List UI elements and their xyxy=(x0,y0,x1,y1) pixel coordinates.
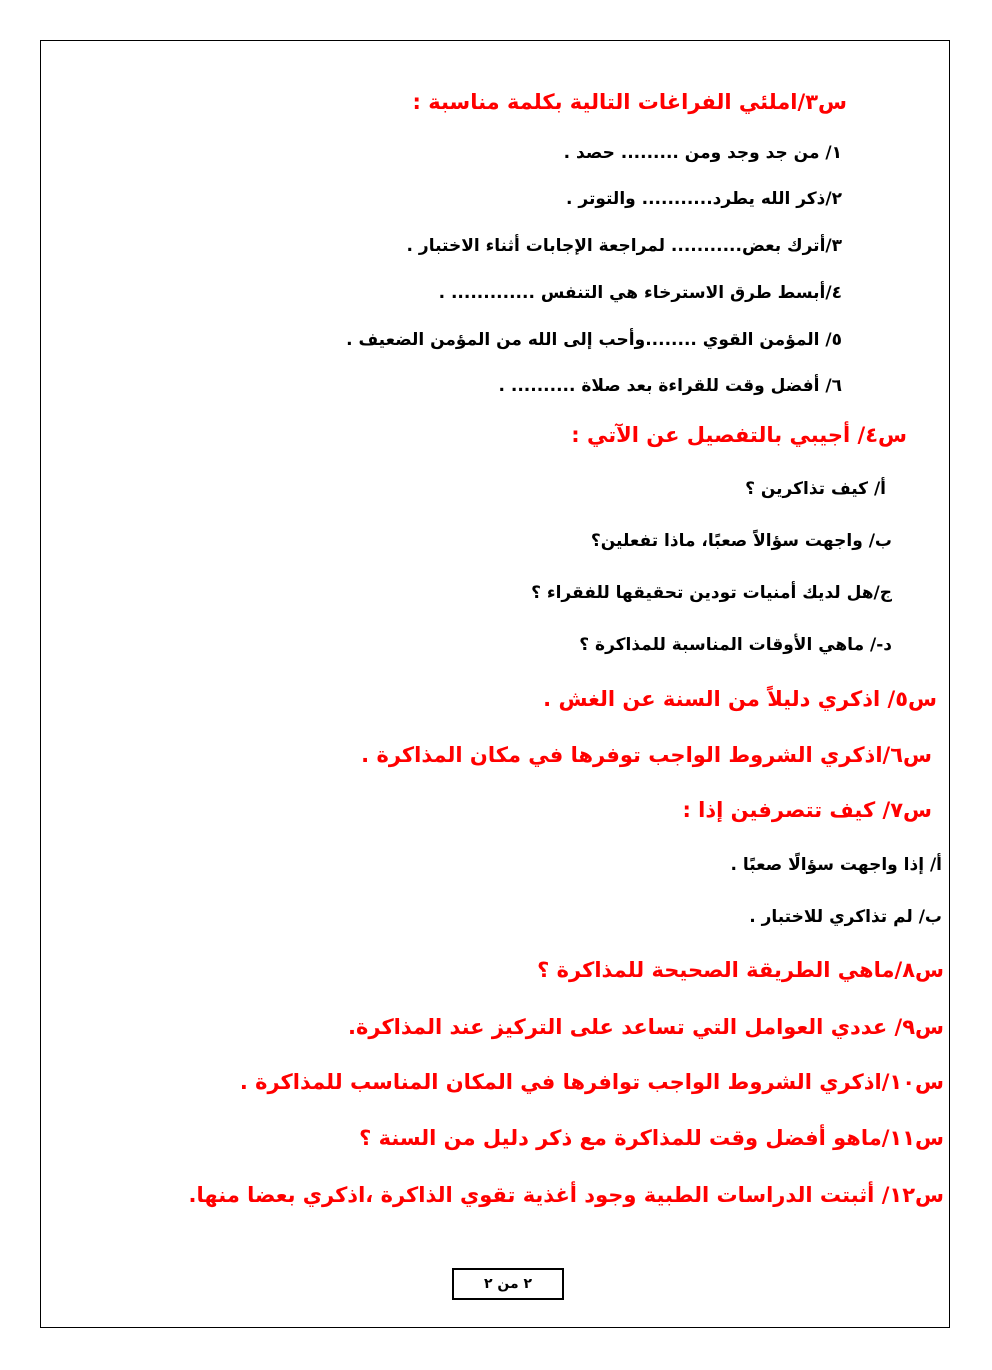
q3-item-3: ٣/أترك بعض........... لمراجعة الإجابات أثناء الاختبار . xyxy=(406,236,842,256)
q9-text: س٩/ عددي العوامل التي تساعد على التركيز عند المذاكرة. xyxy=(348,1015,944,1039)
q3-item-4: ٤/أبسط طرق الاسترخاء هي التنفس ............. . xyxy=(438,283,842,303)
q3-item-2: ٢/ذكر الله يطرد........... والتوتر . xyxy=(566,189,842,209)
q4-item-c: ج/هل لديك أمنيات تودين تحقيقها للفقراء ؟ xyxy=(531,583,892,603)
q3-title: س٣/املئي الفراغات التالية بكلمة مناسبة : xyxy=(412,90,847,114)
q5-text: س٥/ اذكري دليلاً من السنة عن الغش . xyxy=(543,687,937,711)
page-number-box xyxy=(452,1268,564,1300)
q10-text: س١٠/اذكري الشروط الواجب توافرها في المكان المناسب للمذاكرة . xyxy=(239,1070,944,1094)
page-number: ٢ من ٢ xyxy=(483,1276,533,1292)
q4-item-b: ب/ واجهت سؤالاً صعبًا، ماذا تفعلين؟ xyxy=(590,531,892,551)
q3-item-5: ٥/ المؤمن القوي ........وأحب إلى الله من المؤمن الضعيف . xyxy=(346,330,842,350)
q7-item-b: ب/ لم تذاكري للاختبار . xyxy=(749,907,942,927)
q4-item-a: أ/ كيف تذاكرين ؟ xyxy=(745,479,886,499)
q3-item-6: ٦/ أفضل وقت للقراءة بعد صلاة .......... . xyxy=(498,376,842,396)
q4-title: س٤/ أجيبي بالتفصيل عن الآتي : xyxy=(571,423,907,447)
q8-text: س٨/ماهي الطريقة الصحيحة للمذاكرة ؟ xyxy=(537,958,944,982)
q6-text: س٦/اذكري الشروط الواجب توفرها في مكان المذاكرة . xyxy=(361,743,932,767)
q11-text: س١١/ماهو أفضل وقت للمذاكرة مع ذكر دليل من السنة ؟ xyxy=(359,1126,944,1150)
q12-text: س١٢/ أثبتت الدراسات الطبية وجود أغذية تقوي الذاكرة ،اذكري بعضا منها. xyxy=(188,1183,944,1207)
q3-item-1: ١/ من جد وجد ومن ......... حصد . xyxy=(563,143,842,163)
q4-item-d: د-/ ماهي الأوقات المناسبة للمذاكرة ؟ xyxy=(579,635,892,655)
q7-item-a: أ/ إذا واجهت سؤالًا صعبًا . xyxy=(730,855,942,875)
q7-title: س٧/ كيف تتصرفين إذا : xyxy=(682,798,932,822)
